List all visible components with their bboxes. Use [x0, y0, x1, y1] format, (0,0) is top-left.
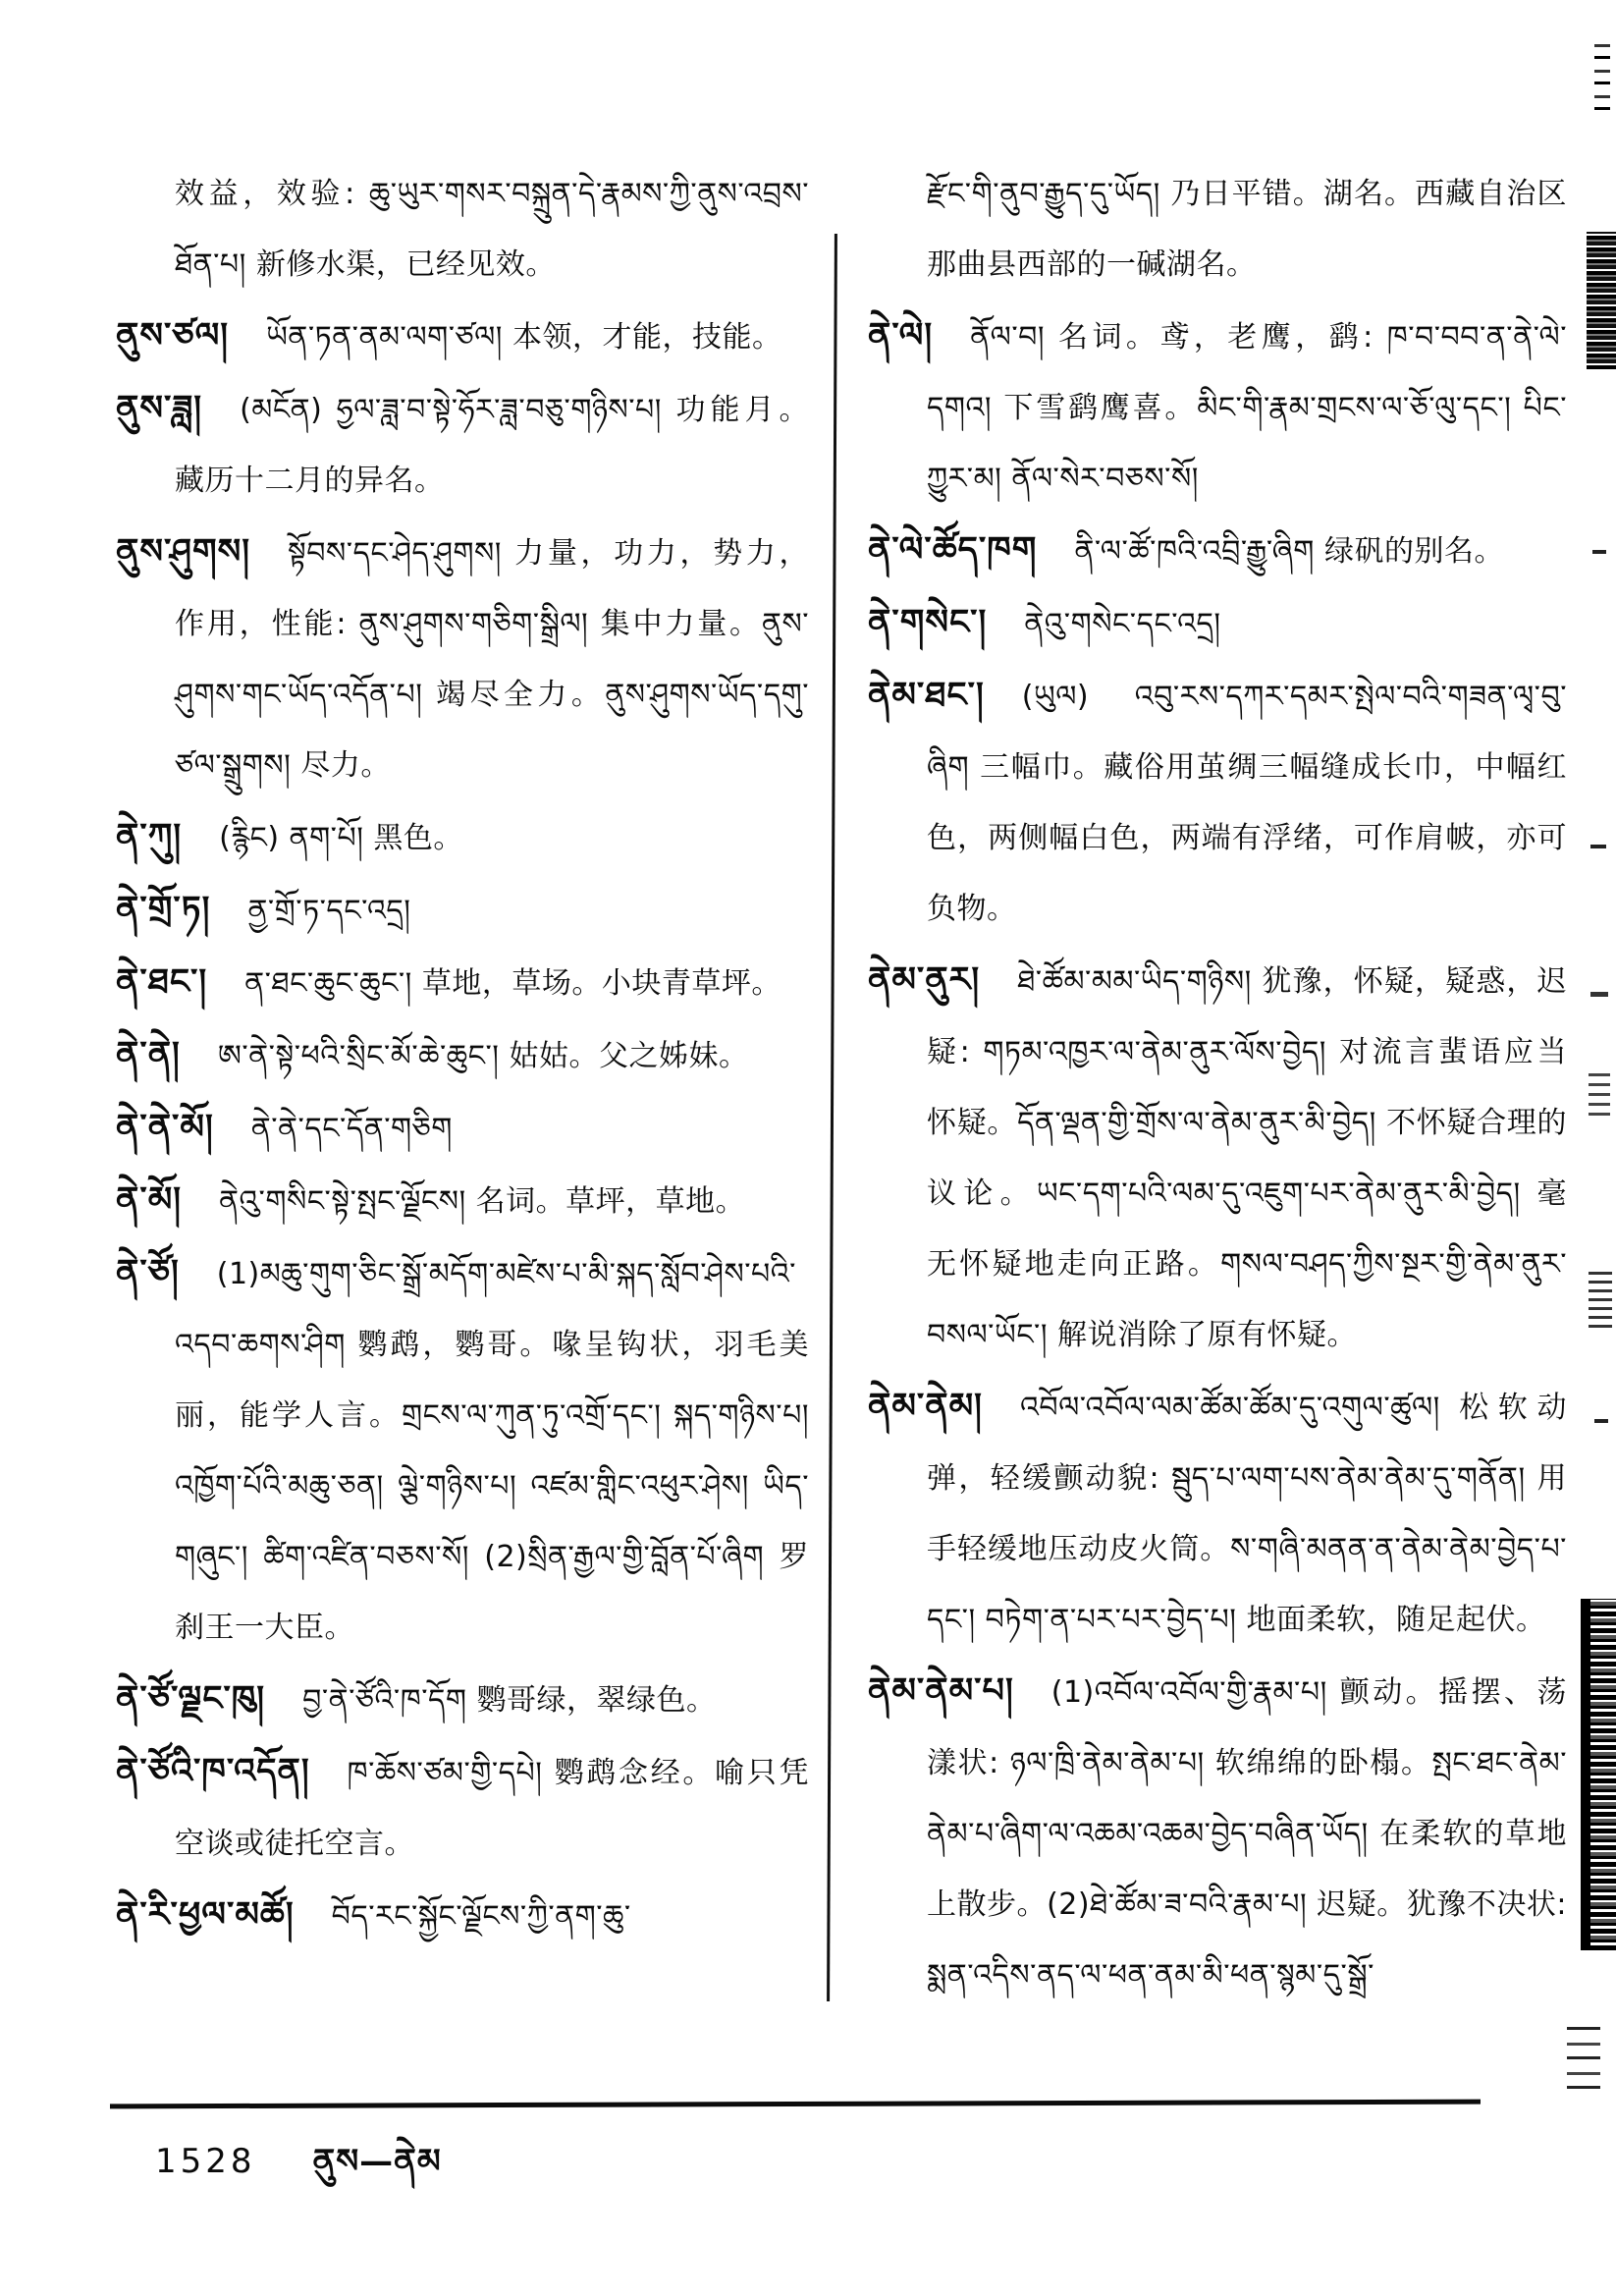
- dict-entry: [116, 1664, 809, 1736]
- scan-artifact: [1589, 1072, 1610, 1116]
- scan-artifact: [1567, 2018, 1600, 2089]
- entry-definition: རྫོང་གི་ནུབ་རྒྱུད་དུ་ཡོད། 乃日平错。湖名。西藏自治区那曲县西部的一碱湖名。: [927, 177, 1567, 282]
- entry-headword: ནེ་གྲོ་ཏ།: [116, 890, 211, 929]
- entry-definition: ནེའུ་གསེང་དང་འདྲ།: [1024, 607, 1221, 641]
- entry-headword: ནེམ་ནེམ།: [868, 1387, 983, 1426]
- dict-entry: [868, 587, 1567, 660]
- entry-headword: ནེ་གསེང་།: [868, 603, 988, 642]
- entry-definition: ཨ་ནེ་སྟེ་ཕའི་སྲིང་མོ་ཆེ་ཆུང་། 姑姑。父之姊妹。: [217, 1039, 749, 1073]
- dict-entry: [116, 801, 809, 874]
- entry-headword: ནུས་ཤུགས།: [116, 532, 251, 572]
- dict-entry: [116, 1165, 809, 1237]
- dict-entry: [868, 1656, 1567, 2011]
- scan-artifact: [1592, 550, 1606, 554]
- scan-artifact: [1594, 1419, 1608, 1423]
- entry-definition: ནེའུ་གསིང་སྟེ་སྤང་ལྗོངས། 名词。草坪，草地。: [219, 1184, 746, 1219]
- dict-entry: [116, 301, 809, 373]
- scan-artifact: [1594, 37, 1610, 110]
- dict-entry: [116, 1237, 809, 1664]
- scan-artifact: [1587, 232, 1616, 369]
- entry-definition: ཁ་ཆོས་ཙམ་གྱི་དཔེ། 鹦鹉念经。喻只凭空谈或徒托空言。: [175, 1756, 809, 1861]
- page-footer: [155, 2123, 442, 2217]
- entry-headword: ནེ་ཙོ་ལྗང་ཁུ།: [116, 1679, 266, 1719]
- dict-entry: [116, 373, 809, 517]
- entry-definition: ནི་ལ་ཚོ་ཁའི་འབྲི་རྒྱུ་ཞིག 绿矾的别名。: [1074, 534, 1504, 569]
- page-number: 1528: [155, 2142, 256, 2181]
- dict-entry: [868, 660, 1567, 945]
- entry-headword: ནེ་ནེ།: [116, 1035, 181, 1074]
- entry-definition: (རྙིང) ནག་པོ། 黑色。: [219, 821, 463, 855]
- entry-definition: ན་ཐང་ཆུང་ཆུང་། 草地，草场。小块青草坪。: [244, 966, 781, 1001]
- right-column: [868, 159, 1567, 2011]
- dict-entry: [116, 1092, 809, 1165]
- dict-entry: [116, 1880, 809, 1952]
- entry-headword: ནེ་ཙོ།: [116, 1253, 180, 1292]
- entry-headword: ནེ་ལེ།: [868, 316, 934, 355]
- column-divider: [827, 234, 837, 2001]
- entry-headword: ནུས་ཙལ།: [116, 316, 230, 355]
- entry-definition: ཡོན་ཏན་ནམ་ལག་ཙལ། 本领，才能，技能。: [266, 320, 782, 355]
- scan-artifact: [1581, 1599, 1616, 1950]
- entry-definition: བྱ་ནེ་ཙོའི་ཁ་དོག 鹦哥绿，翠绿色。: [302, 1683, 717, 1718]
- entry-headword: ནེ་ནེ་མོ།: [116, 1108, 214, 1147]
- entry-definition: བོད་རང་སྐྱོང་ལྗོངས་ཀྱི་ནག་ཆུ་: [331, 1899, 631, 1934]
- entry-headword: ནེམ་ཐང་།: [868, 676, 985, 715]
- entry-headword: ནེ་ཀུ།: [116, 817, 183, 856]
- dict-entry: [868, 1371, 1567, 1656]
- entry-definition: ནྱ་གྲོ་ཏ་དང་འདྲ།: [247, 894, 411, 928]
- dict-entry: [116, 159, 809, 301]
- entry-headword: ནེམ་ནུར།: [868, 960, 981, 1000]
- entry-definition: ཐེ་ཚོམ་མམ་ཡིད་གཉིས། 犹豫，怀疑，疑惑，迟疑: གཏམ་འཁྱར་ལ་ནེམ་ནུར་ལོས་བྱེད། 对流言蜚语应当怀疑。དོན་ལྡན་གྱི་གྲོས་ལ་ནེམ་ནུར་མི་བྱེད། 不怀疑合理的议论。ཡང་དག་པའི་ལམ་དུ་འཇུག་པར་ནེམ་ནུར་མི་བྱེད། 毫无怀疑地走向正路。གསལ་བཤད་ཀྱིས་སྔར་གྱི་ནེམ་ནུར་བསལ་ཡོང་། 解说消除了原有怀疑。: [927, 964, 1567, 1352]
- dict-entry: [116, 874, 809, 947]
- entry-definition: སྟོབས་དང་ཤེད་ཤུགས། 力量，功力，势力，作用，性能: ནུས་ཤུགས་གཅིག་སྒྲིལ། 集中力量。ནུས་ཤུགས་གང་ཡོད་འདོན་པ། 竭尽全力。ནུས་ཤུགས་ཡོད་དགུ་ཙལ་སྒྲུགས། 尽力。: [175, 536, 809, 783]
- entry-headword: ནེ་ཙོའི་ཁ་འདོན།: [116, 1752, 310, 1791]
- entry-headword: ནེ་རི་ཕྱལ་མཚོ།: [116, 1895, 295, 1935]
- entry-definition: (1)མཆུ་གུག་ཅིང་སྒྲོ་མདོག་མཛེས་པ་མི་སྐད་སློབ་ཤེས་པའི་འདབ་ཆགས་ཤིག 鹦鹉，鹦哥。喙呈钩状，羽毛美丽，能学人言。གྲངས་ལ་ཀུན་ཏུ་འགྲོ་དང་། སྐད་གཉིས་པ། འཁྱོག་པོའི་མཆུ་ཅན། ལྕེ་གཉིས་པ། འཛམ་གླིང་འཕུར་ཤེས། ཡིད་གཞུང་། ཚིག་འཛིན་བཅས་སོ། (2)སྲིན་རྒྱལ་གྱི་བློན་པོ་ཞིག 罗刹王一大臣。: [175, 1257, 809, 1645]
- entry-headword: ནེ་ལེ་ཚོད་ཁག: [868, 530, 1038, 570]
- entry-headword: ནེ་ཐང་།: [116, 962, 208, 1002]
- entry-headword: ནུས་ཟླ།: [116, 389, 203, 428]
- dict-entry: [116, 1019, 809, 1092]
- entry-definition: འབོལ་འབོལ་ལམ་ཚོམ་ཚོམ་དུ་འགུལ་ཚུལ། 松软动弹，轻缓颤动貌: སྦུད་པ་ལག་པས་ནེམ་ནེམ་དུ་གནོན། 用手轻缓地压动皮火筒。ས་གཞི་མནན་ན་ནེམ་ནེམ་བྱེད་པ་དང་། བཏེག་ན་པར་པར་བྱེད་པ། 地面柔软，随足起伏。: [927, 1391, 1567, 1637]
- entry-definition: (མངོན) ཧྱལ་ཟླ་བ་སྟེ་ཧོར་ཟླ་བཅུ་གཉིས་པ། 功能月。藏历十二月的异名。: [175, 393, 809, 498]
- entry-headword: ནེམ་ནེམ་པ།: [868, 1671, 1014, 1711]
- footer-rule: [110, 2100, 1481, 2109]
- left-column: [116, 159, 809, 1952]
- entry-headword: ནེ་མོ།: [116, 1180, 183, 1220]
- entry-definition: 效益，效验: ཆུ་ཡུར་གསར་བསྐྲུན་དེ་རྣམས་ཀྱི་ནུས་འབྲས་ཐོན་པ། 新修水渠，已经见效。: [175, 177, 809, 282]
- scan-artifact: [1590, 845, 1606, 848]
- dict-entry: [116, 1736, 809, 1880]
- entry-definition: ནེ་ནེ་དང་དོན་གཅིག: [250, 1112, 453, 1146]
- dict-entry: [868, 945, 1567, 1371]
- dict-entry: [868, 301, 1567, 515]
- dict-entry: [868, 515, 1567, 587]
- entry-definition: (ཡུལ) འབུ་རས་དཀར་དམར་སྤེལ་བའི་གཟན་ལྭ་བུ་ཞིག 三幅巾。藏俗用茧绸三幅缝成长巾，中幅红色，两侧幅白色，两端有浮绪，可作肩帔，亦可负物。: [927, 680, 1567, 926]
- dict-entry: [116, 947, 809, 1019]
- scan-artifact: [1589, 1267, 1612, 1328]
- entry-definition: ནོལ་བ། 名词。鸢，老鹰，鹞: ཁ་བ་བབ་ན་ནེ་ལེ་དགའ། 下雪鹞鹰喜。མིང་གི་རྣམ་གྲངས་ལ་ཅོ་ལུ་དང་། པིང་ཀྱུར་མ། ནོལ་སེར་བཅས་སོ།: [927, 320, 1567, 496]
- guide-words: ནུས—ནེམ: [312, 2142, 442, 2181]
- dict-entry: [868, 159, 1567, 301]
- dict-entry: [116, 517, 809, 801]
- entry-definition: (1)འབོལ་འབོལ་གྱི་རྣམ་པ། 颤动。摇摆、荡漾状: ཉལ་ཁྲི་ནེམ་ནེམ་པ། 软绵绵的卧榻。སྤང་ཐང་ནེམ་ནེམ་པ་ཞིག་ལ་འཆམ་འཆམ་བྱེད་བཞིན་ཡོད། 在柔软的草地上散步。(2)ཐེ་ཚོམ་ཟ་བའི་རྣམ་པ། 迟疑。犹豫不决状: སྨན་འདིས་ནད་ལ་ཕན་ནམ་མི་ཕན་སྙམ་དུ་སྒྲོ་: [927, 1675, 1567, 1993]
- scan-artifact: [1590, 992, 1608, 997]
